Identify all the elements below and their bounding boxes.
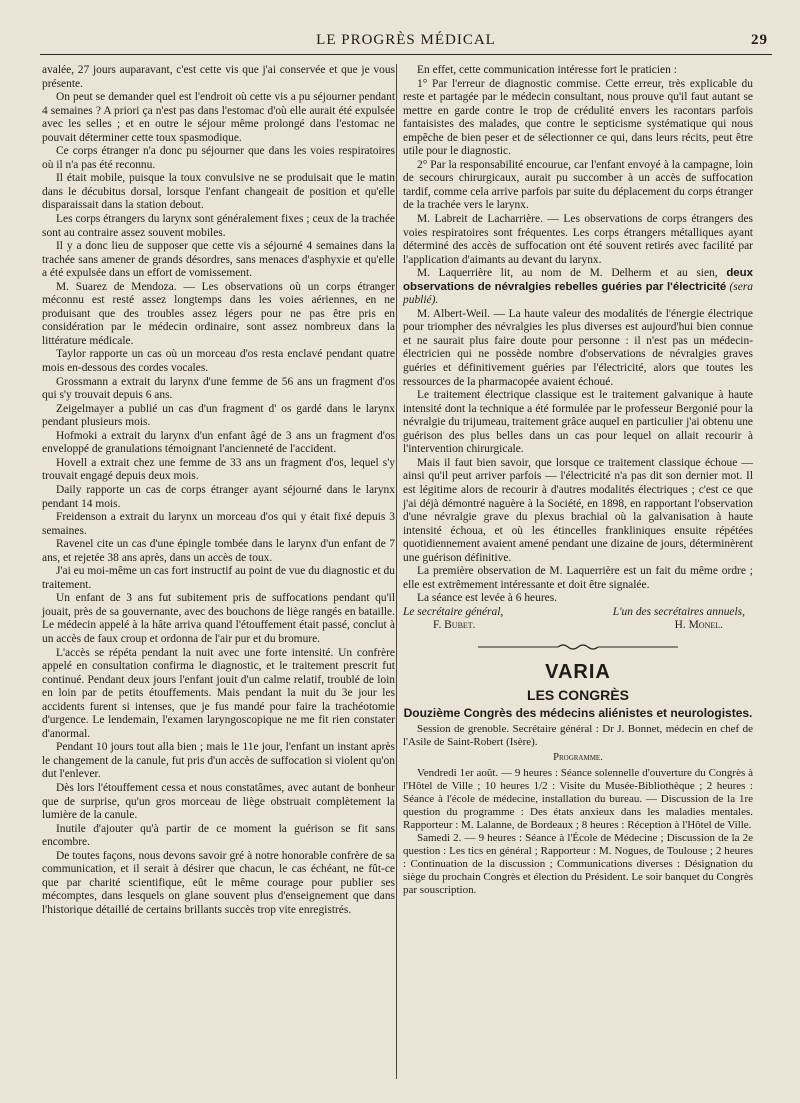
paragraph: Pendant 10 jours tout alla bien ; mais le 11e jour, l'enfant un instant après le changement de la canule, fut pris d'un accès de suffocation si violent qu'on dut l'enlever. bbox=[42, 741, 395, 781]
paragraph: Ravenel cite un cas d'une épingle tombée dans le larynx d'un enfant de 7 ans, et rejetée 38 ans après, dans un accès de toux. bbox=[42, 538, 395, 564]
paragraph: Il était mobile, puisque la toux convulsive ne se produisait que le matin dans le décubitus dorsal, lorsque l'enfant changeait de position et qu'elle disparaissait dans la station debout. bbox=[42, 172, 395, 212]
session-info: Session de grenoble. Secrétaire général : Dr J. Bonnet, médecin en chef de l'Asile de Saint-Robert (Isère). bbox=[403, 723, 753, 749]
paragraph: Le traitement électrique classique est le traitement galvanique à haute intensité dont la technique a été formulée par le professeur Bergonié pour la névralgie du trijumeau, traitement grâce auquel en particulier j'ai obtenu une guérison des plus belles dans un cas pour lequel on allait recourir à l'intervention chirurgicale. bbox=[403, 389, 753, 456]
column-divider bbox=[396, 64, 397, 1079]
paragraph: L'accès se répéta pendant la nuit avec une forte intensité. Un confrère appelé en consultation confirma le diagnostic, et le traitement prescrit fut continué. Pendant deux jours l'enfant jouit d'un calme relatif, troublé de loin en loin par de petits étouffements. Mais pendant la nuit du 3e jour les accidents furent si intenses, que je fus mandé pour faire la trachéotomie d'urgence. Le lendemain, l'examen laryngoscopique ne me fit rien constater d'anormal. bbox=[42, 646, 395, 740]
laquerriere-title: deux observations de névralgies rebelles guéries par l'électricité bbox=[403, 267, 754, 293]
annual-secretary-role: L'un des secrétaires annuels, bbox=[612, 605, 745, 618]
laquerriere-intro: M. Laquerrière lit, au nom de M. Delherm et au sien, bbox=[417, 267, 718, 280]
journal-title: LE PROGRÈS MÉDICAL bbox=[316, 32, 496, 48]
paragraph: J'ai eu moi-même un cas fort instructif au point de vue du diagnostic et du traitement. bbox=[42, 565, 395, 591]
right-column bbox=[403, 64, 753, 897]
paragraph: Daily rapporte un cas de corps étranger ayant séjourné dans le larynx pendant 14 mois. bbox=[42, 483, 395, 510]
paragraph: Ce corps étranger n'a donc pu séjourner que dans les voies respiratoires où il n'a pas été reconnu. bbox=[42, 145, 395, 171]
signature-names bbox=[403, 619, 753, 633]
varia-heading: VARIA bbox=[545, 660, 611, 683]
paragraph: Hofmoki a extrait du larynx d'un enfant âgé de 3 ans un fragment d'os enveloppé de granulations témoignant l'ancienneté de l'accident. bbox=[42, 429, 395, 456]
paragraph: avalée, 27 jours auparavant, c'est cette vis que j'ai conservée et que je vous présente. bbox=[42, 64, 395, 90]
paragraph: Il y a donc lieu de supposer que cette vis a séjourné 4 semaines dans la trachée sans amener de grands désordres, sans menaces d'asphyxie et qu'elle a été expulsée dans un effort de vomissement. bbox=[42, 240, 395, 280]
flourish-icon bbox=[478, 643, 678, 651]
page-number: 29 bbox=[751, 32, 768, 48]
paragraph: M. Labreit de Lacharrière. — Les observations de corps étrangers des voies respiratoires sont fréquentes. Les corps étrangers métalliques ayant déterminé des accès de suffocation ont été souvent retirés avec facilité par l'application d'aimants au devant du larynx. bbox=[403, 213, 753, 266]
secretary-general-role: Le secrétaire général, bbox=[403, 605, 504, 618]
paragraph: Mais il faut bien savoir, que lorsque ce traitement classique échoue — ainsi qu'il peut arriver parfois — l'électricité n'a pas dit son dernier mot. Il est légitime alors de recourir à d'autres modalités électriques ; c'est ce que j'ai déjà démontré naguère à la Société, en 1898, en rapportant l'observation d'une névralgie grave du plexus brachial où la galvanisation à haute intensité échoua, et où les étincelles frankliniques ensuite répétées quotidiennement avaient amené pendant une dizaine de jours, déterminèrent une guérison définitive. bbox=[403, 456, 753, 564]
left-column bbox=[42, 64, 395, 917]
friday-programme: Vendredi 1er août. — 9 heures : Séance solennelle d'ouverture du Congrès à l'Hôtel de Ville ; 10 heures 1/2 : Visite du Musée-Bibliothèque ; 2 heures : Séance à l'école de médecine, installation du bureau. — Discussion de la 1re question du programme : Des états anxieux dans les maladies mentales. Rapporteur : M. Lalanne, de Bordeaux ; 8 heures : Réception à l'Hôtel de Ville. bbox=[403, 766, 753, 831]
signature-roles bbox=[403, 606, 753, 620]
paragraph: Dès lors l'étouffement cessa et nous constatâmes, avec autant de bonheur que de surprise, qu'un gros morceau de liège obstruait complètement la lumière de la canule. bbox=[42, 781, 395, 822]
paragraph: La première observation de M. Laquerrière est un fait du même ordre ; elle est extrêmement intéressante et doit être signalée. bbox=[403, 565, 753, 591]
paragraph: Taylor rapporte un cas où un morceau d'os resta enclavé pendant quatre mois en-dessous des cordes vocales. bbox=[42, 348, 395, 375]
paragraph: 1° Par l'erreur de diagnostic commise. Cette erreur, très explicable du reste et partagée par le médecin consultant, nous prouve qu'il faut autant se mettre en garde contre le trop de crédulité envers les racontars parfois fantaisistes des malades, que contre le septicisme systématique qui nous empêche de bien peser et de sélectionner ce qui, dans leurs récits, peut être utile pour le diagnostic. bbox=[403, 77, 753, 158]
secretary-general-name: F. Bubet. bbox=[433, 619, 476, 632]
paragraph: On peut se demander quel est l'endroit où cette vis a pu séjourner pendant 4 semaines ? A priori ça n'est pas dans l'estomac d'où elle aurait été expulsée avec les selles ; et en outre le séjour même prolongé dans l'estomac ne pouvait déterminer cette toux spasmodique. bbox=[42, 91, 395, 144]
page-header bbox=[40, 30, 772, 55]
ornament-divider bbox=[403, 641, 753, 655]
paragraph: Inutile d'ajouter qu'à partir de ce moment la guérison se fit sans encombre. bbox=[42, 822, 395, 849]
paragraph: Un enfant de 3 ans fut subitement pris de suffocations pendant qu'il jouait, près de sa gouvernante, avec des bouchons de liège rangés en bataille. Le médecin appelé à la hâte arriva quand l'étouffement était passé, conclut à un accès de faux croup et ordonna de l'air pur et du bromure. bbox=[42, 592, 395, 645]
laquerriere-paragraph bbox=[403, 267, 753, 308]
paragraph: Freidenson a extrait du larynx un morceau d'os qui y était fixé depuis 3 semaines. bbox=[42, 511, 395, 537]
programme-label: Programme. bbox=[553, 752, 603, 764]
saturday-programme: Samedi 2. — 9 heures : Séance à l'École de Médecine ; Discussion de la 2e question : Les tics en général ; Rapporteur : M. Nogues, de Toulouse ; 2 heures : Continuation de la discussion ; Communications diverses : Désignation du siège du prochain Congrès et élection du Président. Le soir banquet du Congrès par souscription. bbox=[403, 831, 753, 896]
annual-secretary-name: H. Monel. bbox=[674, 619, 723, 632]
paragraph: Les corps étrangers du larynx sont généralement fixes ; ceux de la trachée sont au contraire assez souvent mobiles. bbox=[42, 213, 395, 239]
laquerriere-note: (sera publié). bbox=[403, 280, 753, 307]
congress-title: Douzième Congrès des médecins aliénistes et neurologistes. bbox=[403, 706, 753, 721]
paragraph: Hovell a extrait chez une femme de 33 ans un fragment d'os, lequel s'y trouvait engagé depuis deux mois. bbox=[42, 456, 395, 483]
paragraph: M. Suarez de Mendoza. — Les observations où un corps étranger méconnu est resté assez longtemps dans les voies aériennes, en ne produisant que des troubles assez légers pour ne pas être pris en considération par le médecin ordinaire, sont assez nombreux dans la littérature médicale. bbox=[42, 280, 395, 347]
paragraph: En effet, cette communication intéresse fort le praticien : bbox=[417, 64, 677, 76]
paragraph: Grossmann a extrait du larynx d'une femme de 56 ans un fragment d'os qui s'y trouvait depuis 6 ans. bbox=[42, 375, 395, 402]
paragraph: De toutes façons, nous devons savoir gré à notre honorable confrère de sa communication, et il serait à désirer que chacun, le cas échéant, ne fût-ce que par charité scientifique, eût le même courage pour publier ses mécomptes, dans lesquels on glane souvent plus d'enseignement que dans l'historique détaillé de certains brillants succès trop vite enregistrés. bbox=[42, 849, 395, 916]
paragraph: M. Albert-Weil. — La haute valeur des modalités de l'énergie électrique pour triompher des névralgies les plus diverses est aujourd'hui bien connue et ne saurait plus faire doute pour personne : il n'est pas un médecin-électricien qui ne possède nombre d'observations de névralgies graves guéries et définitivement guéries par l'électricité, alors que toutes les ressources de la pharmacopée avaient échoué. bbox=[403, 307, 753, 388]
congres-heading: LES CONGRÈS bbox=[527, 686, 629, 703]
paragraph: 2° Par la responsabilité encourue, car l'enfant envoyé à la campagne, loin de secours chirurgicaux, aurait pu succomber à un accès de suffocation tardif, comme cela arrive parfois par suite du déplacement du corps étranger de la trachée vers le larynx. bbox=[403, 158, 753, 212]
paragraph: La séance est levée à 6 heures. bbox=[417, 592, 558, 605]
paragraph: Zeigelmayer a publié un cas d'un fragment d' os gardé dans le larynx pendant plusieurs mois. bbox=[42, 402, 395, 429]
